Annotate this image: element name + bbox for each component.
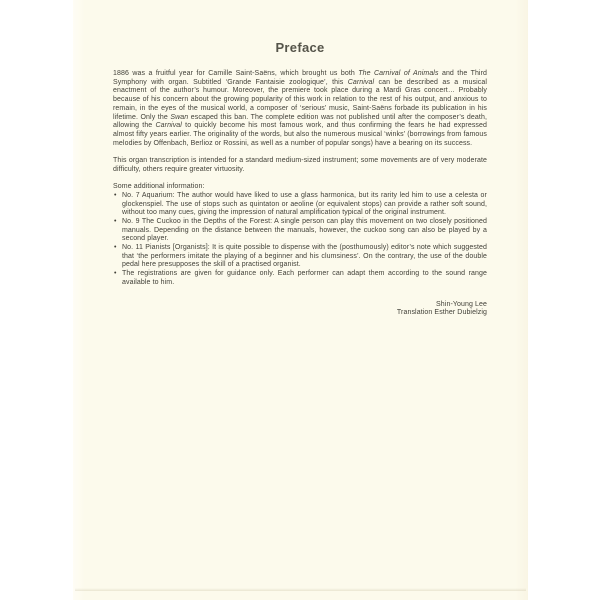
page-title: Preface: [275, 40, 325, 55]
transcription-paragraph: This organ transcription is intended for a standard medium-sized instrument; some movements are of very moderate difficulty, others require greater virtuosity.: [113, 157, 487, 173]
bullet-icon: •: [114, 270, 117, 278]
list-item-registrations: [113, 270, 487, 287]
bullet-icon: •: [114, 191, 117, 199]
list-item-text: No. 7 Aquarium: The author would have liked to use a glass harmonica, but its rarity led him to use a celesta or glockenspiel. The use of stops such as quintaton or aeoline (or equivalent stops) can provide a rather soft sound, without too many cues, giving the impression of natural amplification typical of the original instrument.: [122, 191, 487, 217]
bullet-icon: •: [114, 244, 117, 252]
bullet-icon: •: [114, 217, 117, 225]
author-name: Shin-Young Lee: [436, 300, 487, 308]
list-item-aquarium: [113, 192, 487, 218]
page-content: [73, 0, 528, 318]
signature-block: [113, 301, 487, 318]
translator-credit: Translation Esther Dubielzig: [396, 309, 487, 317]
preface-page: [73, 0, 528, 600]
list-item-text: No. 11 Pianists [Organists]: It is quite possible to dispense with the (posthumously) editor’s note which suggested that ‘the performers imitate the playing of a beginner and his clumsiness’. On the contrary, the use of the double pedal here presupposes the skill of a practised organist.: [122, 244, 487, 269]
additional-info-heading: Some additional information:: [113, 183, 205, 191]
intro-paragraph: 1886 was a fruitful year for Camille Saint-Saëns, which brought us both The Carnival of Animals and the Third Symphony with organ. Subtitled ‘Grande Fantaisie zoologique’, this Carnival can be described as a musical enactment of the author’s humour. Moreover, the premiere took place during a Mardi Gras concert… Probably because of his concern about the growing popularity of this work in relation to the rest of his output, and anxious to remain, in the eyes of the musical world, a composer of ‘serious’ music, Saint-Saëns forbade its publication in his lifetime. Only the Swan escaped this ban. The complete edition was not published until after the composer’s death, allowing the Carnival to quickly become his most famous work, and thus confirming the fears he had expressed almost fifty years earlier. The originality of the words, but also the numerous musical ‘winks’ (borrowings from famous melodies by Offenbach, Berlioz or Rossini, as well as a number of popular songs) have a bearing on its success.: [113, 70, 488, 147]
list-item-pianists: [113, 244, 487, 270]
list-item-cuckoo: [113, 218, 487, 244]
list-item-text: The registrations are given for guidance only. Each performer can adapt them according to the sound range available to him.: [122, 270, 487, 286]
list-item-text: No. 9 The Cuckoo in the Depths of the Forest: A single person can play this movement on two closely positioned manuals. Depending on the distance between the manuals, however, the cuckoo song can also be played by a second player.: [122, 217, 487, 243]
additional-info-list: [113, 192, 487, 288]
